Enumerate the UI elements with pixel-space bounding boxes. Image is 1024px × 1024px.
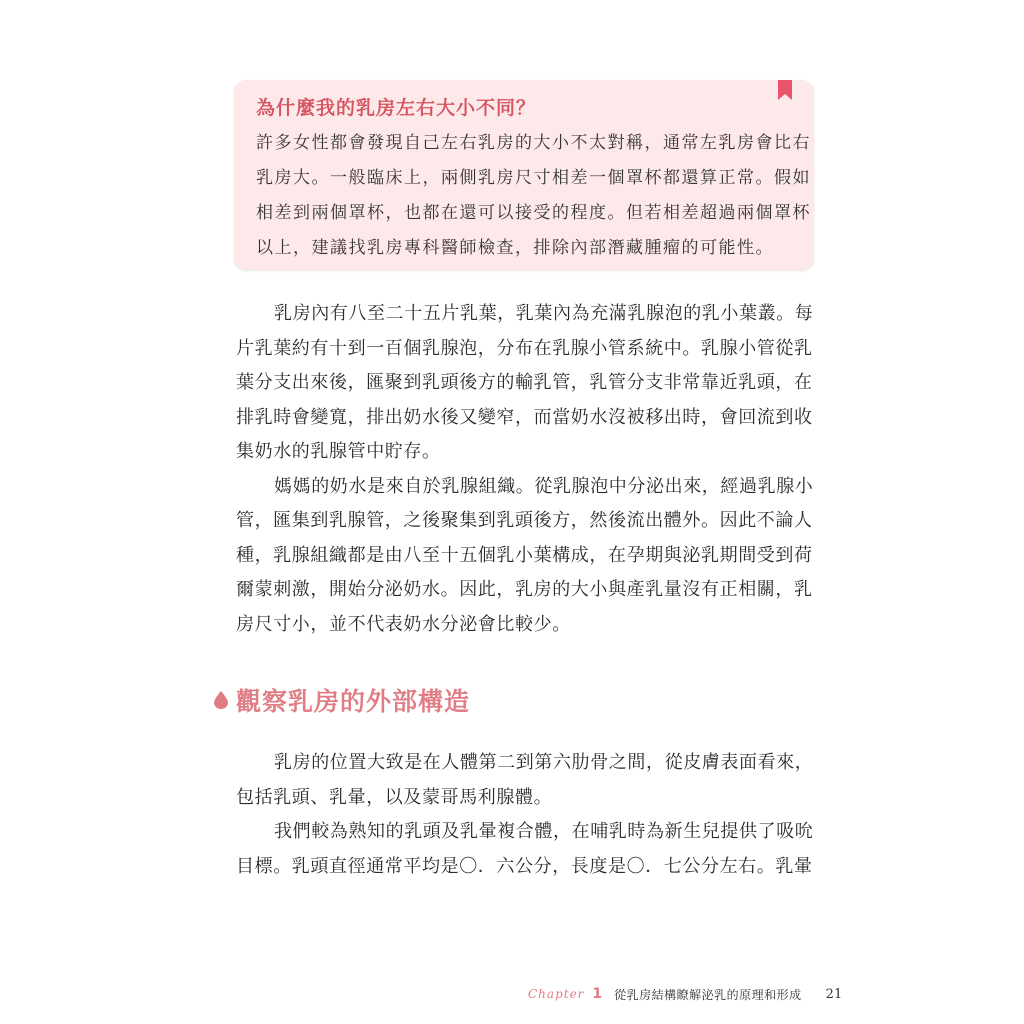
body-paragraphs-top bbox=[236, 297, 816, 642]
callout-title: 為什麼我的乳房左右大小不同？ bbox=[256, 97, 537, 119]
paragraph-line: 我們較為熟知的乳頭及乳暈複合體，在哺乳時為新生兒提供了吸吮 bbox=[274, 821, 814, 842]
section-heading bbox=[214, 683, 470, 717]
paragraph-line: 目標。乳頭直徑通常平均是〇．六公分，長度是〇．七公分左右。乳暈 bbox=[236, 855, 813, 877]
paragraph-line: 種，乳腺組織都是由八至十五個乳小葉構成，在孕期與泌乳期間受到荷 bbox=[236, 544, 813, 566]
chapter-title: 從乳房結構瞭解泌乳的原理和形成 bbox=[614, 987, 802, 1002]
page-number: 21 bbox=[825, 986, 843, 1002]
page-footer bbox=[528, 984, 842, 1004]
callout-box bbox=[234, 80, 814, 270]
callout-line: 乳房大。一般臨床上，兩側乳房尺寸相差一個罩杯都還算正常。假如 bbox=[256, 168, 811, 188]
bookmark-icon bbox=[778, 80, 792, 100]
paragraph-line: 排乳時會變寬，排出奶水後又變窄，而當奶水沒被移出時，會回流到收 bbox=[236, 406, 813, 428]
paragraph-line: 乳房的位置大致是在人體第二到第六肋骨之間，從皮膚表面看來， bbox=[274, 752, 814, 773]
droplet-icon bbox=[214, 691, 228, 709]
section-heading-text: 觀察乳房的外部構造 bbox=[236, 687, 471, 716]
paragraph-line: 片乳葉約有十到一百個乳腺泡，分布在乳腺小管系統中。乳腺小管從乳 bbox=[236, 337, 813, 359]
paragraph-line: 管，匯集到乳腺管，之後聚集到乳頭後方，然後流出體外。因此不論人 bbox=[236, 510, 813, 531]
chapter-number: 1 bbox=[592, 986, 603, 1002]
body-paragraphs-bottom bbox=[236, 746, 816, 884]
callout-line: 相差到兩個罩杯，也都在還可以接受的程度。但若相差超過兩個罩杯 bbox=[256, 203, 811, 223]
paragraph-line: 房尺寸小，並不代表奶水分泌會比較少。 bbox=[236, 613, 571, 635]
paragraph-line: 葉分支出來後，匯聚到乳頭後方的輸乳管，乳管分支非常靠近乳頭，在 bbox=[236, 372, 813, 393]
callout-line: 以上，建議找乳房專科醫師檢查，排除內部潛藏腫瘤的可能性。 bbox=[256, 238, 774, 258]
paragraph-line: 乳房內有八至二十五片乳葉，乳葉內為充滿乳腺泡的乳小葉叢。每 bbox=[274, 303, 814, 324]
paragraph-line: 集奶水的乳腺管中貯存。 bbox=[236, 441, 441, 462]
paragraph-line: 媽媽的奶水是來自於乳腺組織。從乳腺泡中分泌出來，經過乳腺小 bbox=[274, 475, 814, 497]
paragraph-line: 包括乳頭、乳暈，以及蒙哥馬利腺體。 bbox=[236, 786, 553, 808]
callout-line: 許多女性都會發現自己左右乳房的大小不太對稱，通常左乳房會比右 bbox=[256, 133, 811, 153]
chapter-label: Chapter bbox=[528, 987, 585, 1001]
paragraph-line: 爾蒙刺激，開始分泌奶水。因此，乳房的大小與產乳量沒有正相關，乳 bbox=[236, 579, 813, 600]
